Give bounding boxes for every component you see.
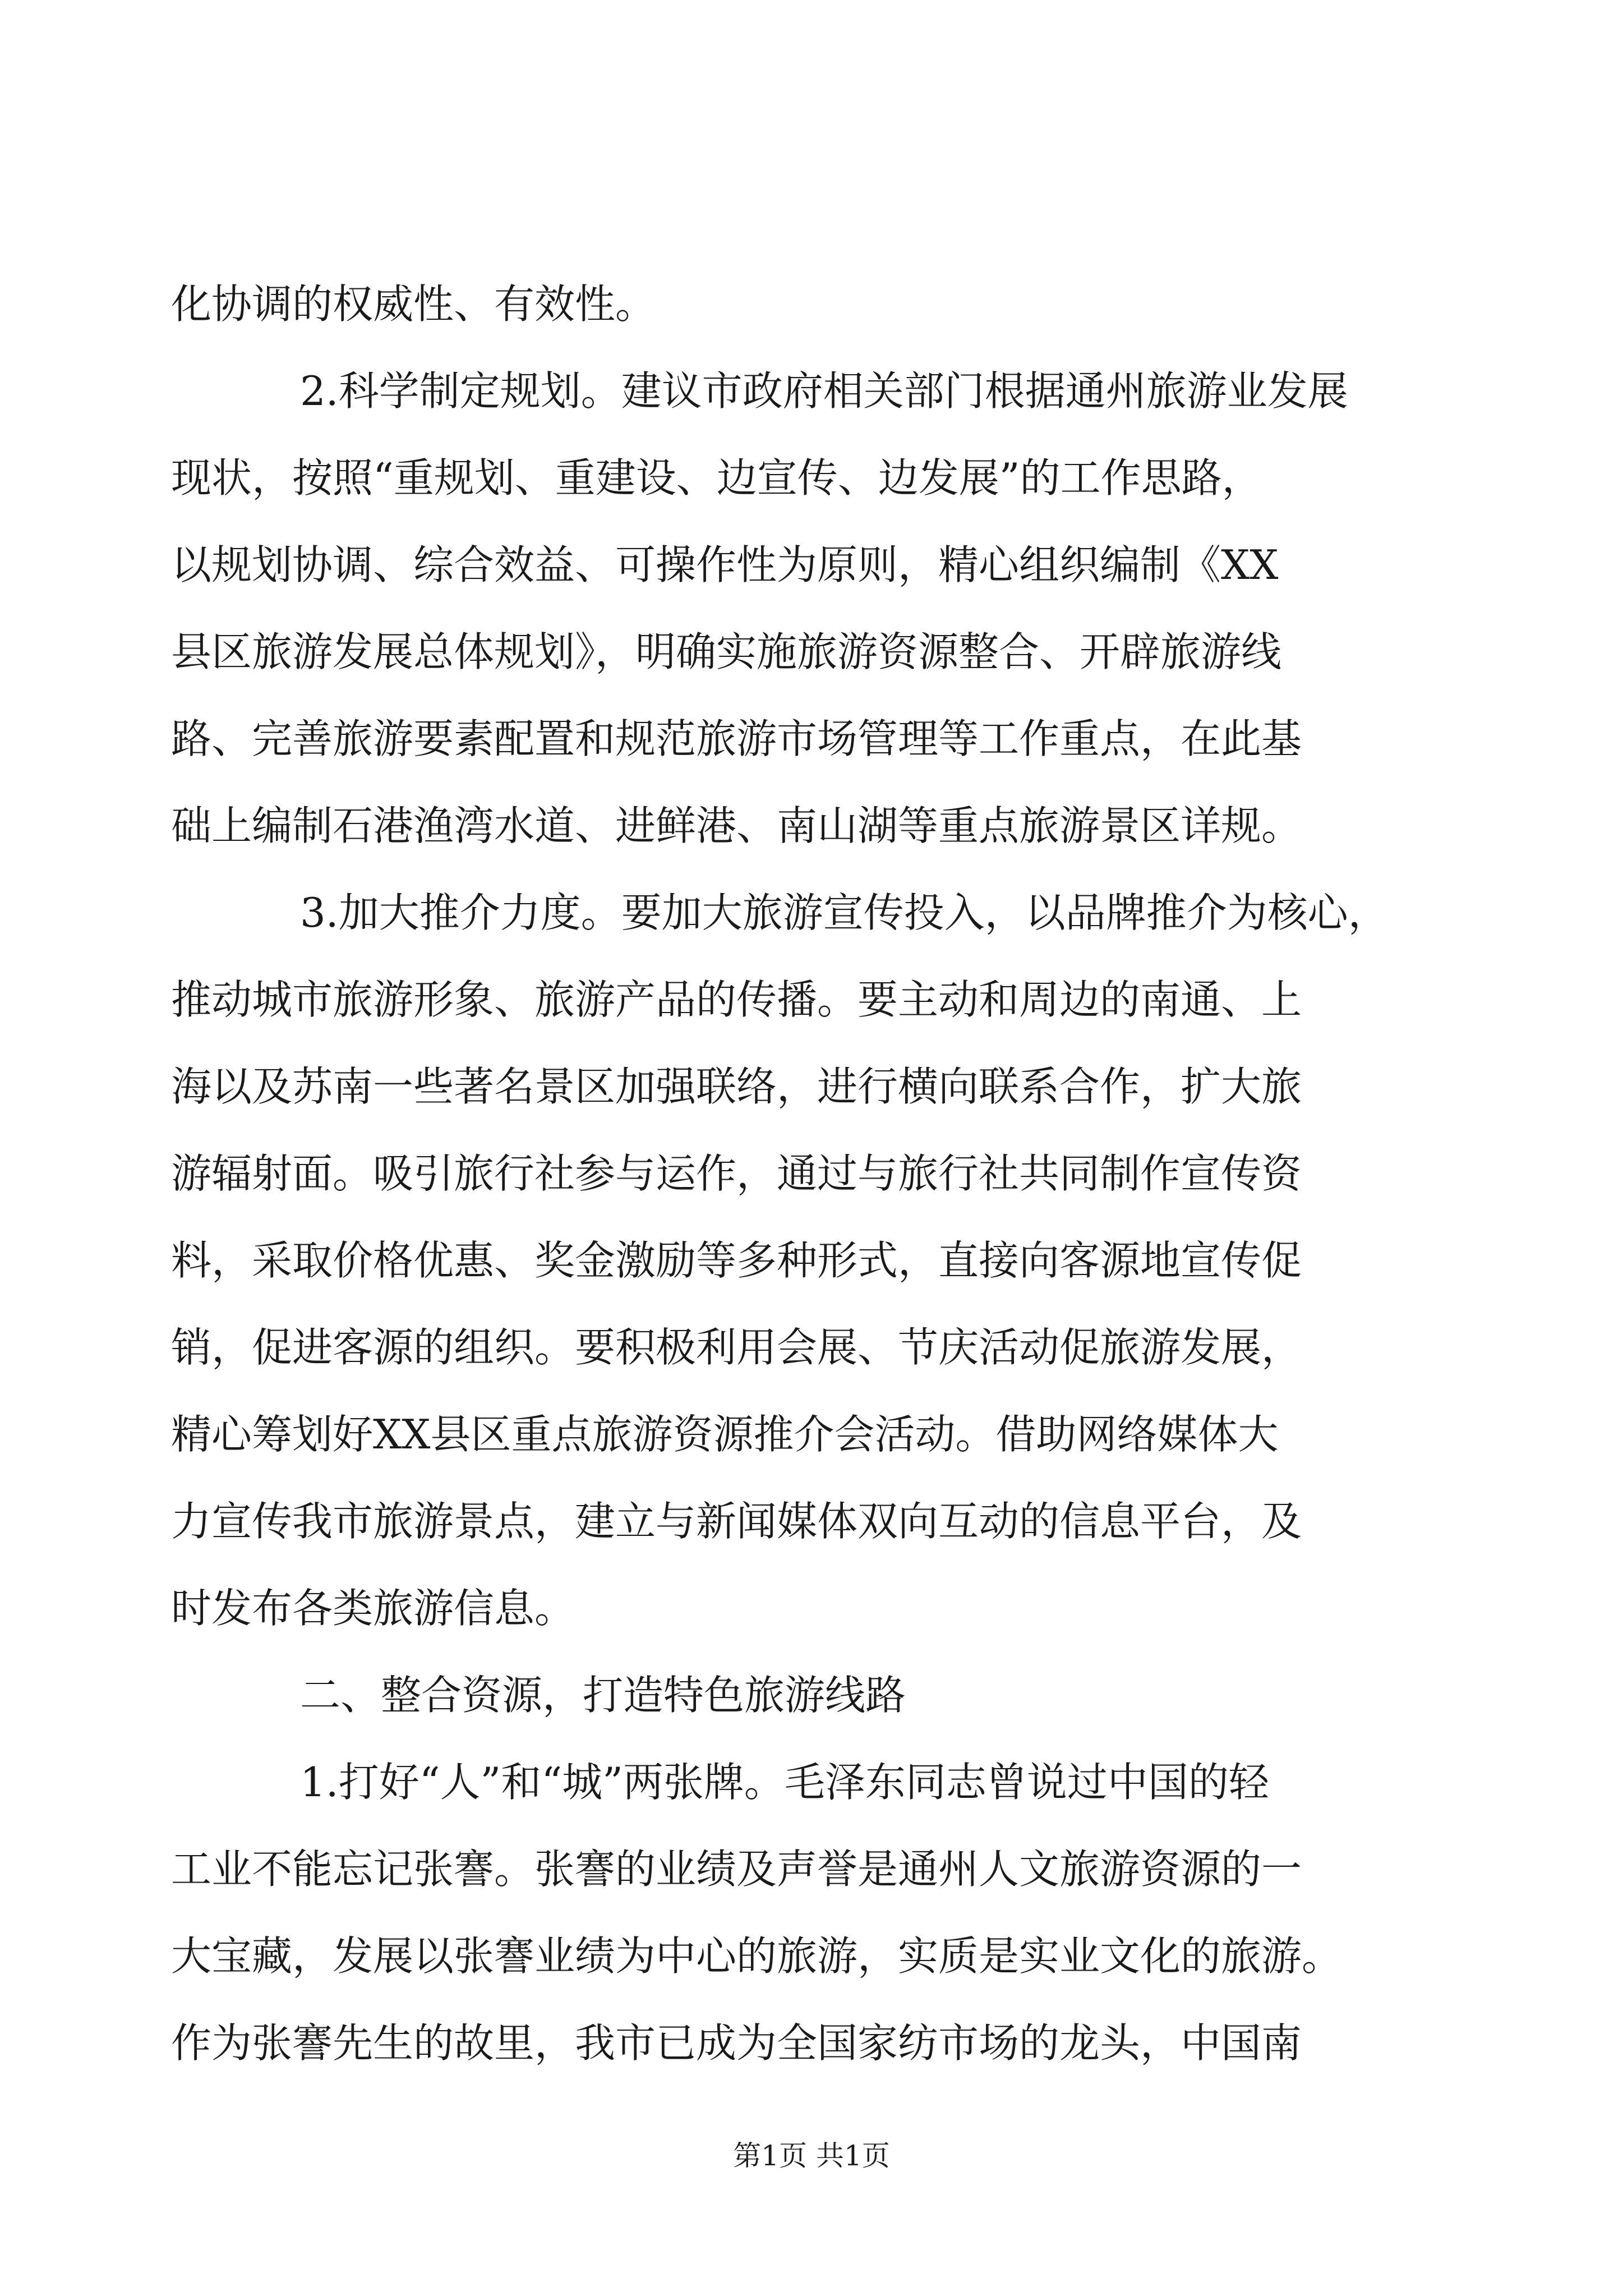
text-line: 现状，按照“重规划、重建设、边宣传、边发展”的工作思路，: [171, 454, 1262, 501]
text-line: 时发布各类旅游信息。: [171, 1585, 575, 1632]
text-line: 础上编制石港渔湾水道、进鲜港、南山湖等重点旅游景区详规。: [171, 802, 1302, 849]
text-line: 力宣传我市旅游景点，建立与新闻媒体双向互动的信息平台，及: [171, 1498, 1302, 1545]
text-line: 游辐射面。吸引旅行社参与运作，通过与旅行社共同制作宣传资: [171, 1150, 1302, 1197]
text-line: 工业不能忘记张謇。张謇的业绩及声誉是通州人文旅游资源的一: [171, 1846, 1302, 1893]
text-line: 作为张謇先生的故里，我市已成为全国家纺市场的龙头，中国南: [171, 2019, 1302, 2067]
text-line: 路、完善旅游要素配置和规范旅游市场管理等工作重点，在此基: [171, 715, 1302, 762]
text-line: 县区旅游发展总体规划》，明确实施旅游资源整合、开辟旅游线: [171, 628, 1282, 675]
text-line: 推动城市旅游形象、旅游产品的传播。要主动和周边的南通、上: [171, 976, 1302, 1023]
text-line: 以规划协调、综合效益、可操作性为原则，精心组织编制《XX: [171, 541, 1279, 588]
text-line: 大宝藏，发展以张謇业绩为中心的旅游，实质是实业文化的旅游。: [171, 1932, 1343, 1980]
text-line: 二、整合资源，打造特色旅游线路: [300, 1672, 906, 1719]
text-line: 2.科学制定规划。建议市政府相关部门根据通州旅游业发展: [300, 367, 1348, 415]
document-body: [171, 261, 1444, 2087]
text-line: 海以及苏南一些著名景区加强联络，进行横向联系合作，扩大旅: [171, 1063, 1302, 1110]
text-line: 料，采取价格优惠、奖金激励等多种形式，直接向客源地宣传促: [171, 1237, 1302, 1284]
text-line: 3.加大推介力度。要加大旅游宣传投入，以品牌推介为核心，: [300, 889, 1389, 936]
text-line: 化协调的权威性、有效性。: [171, 280, 656, 328]
text-line: 1.打好“人”和“城”两张牌。毛泽东同志曾说过中国的轻: [300, 1759, 1269, 1806]
text-line: 精心筹划好XX县区重点旅游资源推介会活动。借助网络媒体大: [171, 1411, 1279, 1458]
page-footer: 第1页 共1页: [733, 2139, 890, 2172]
text-line: 销，促进客源的组织。要积极利用会展、节庆活动促旅游发展，: [171, 1324, 1302, 1371]
